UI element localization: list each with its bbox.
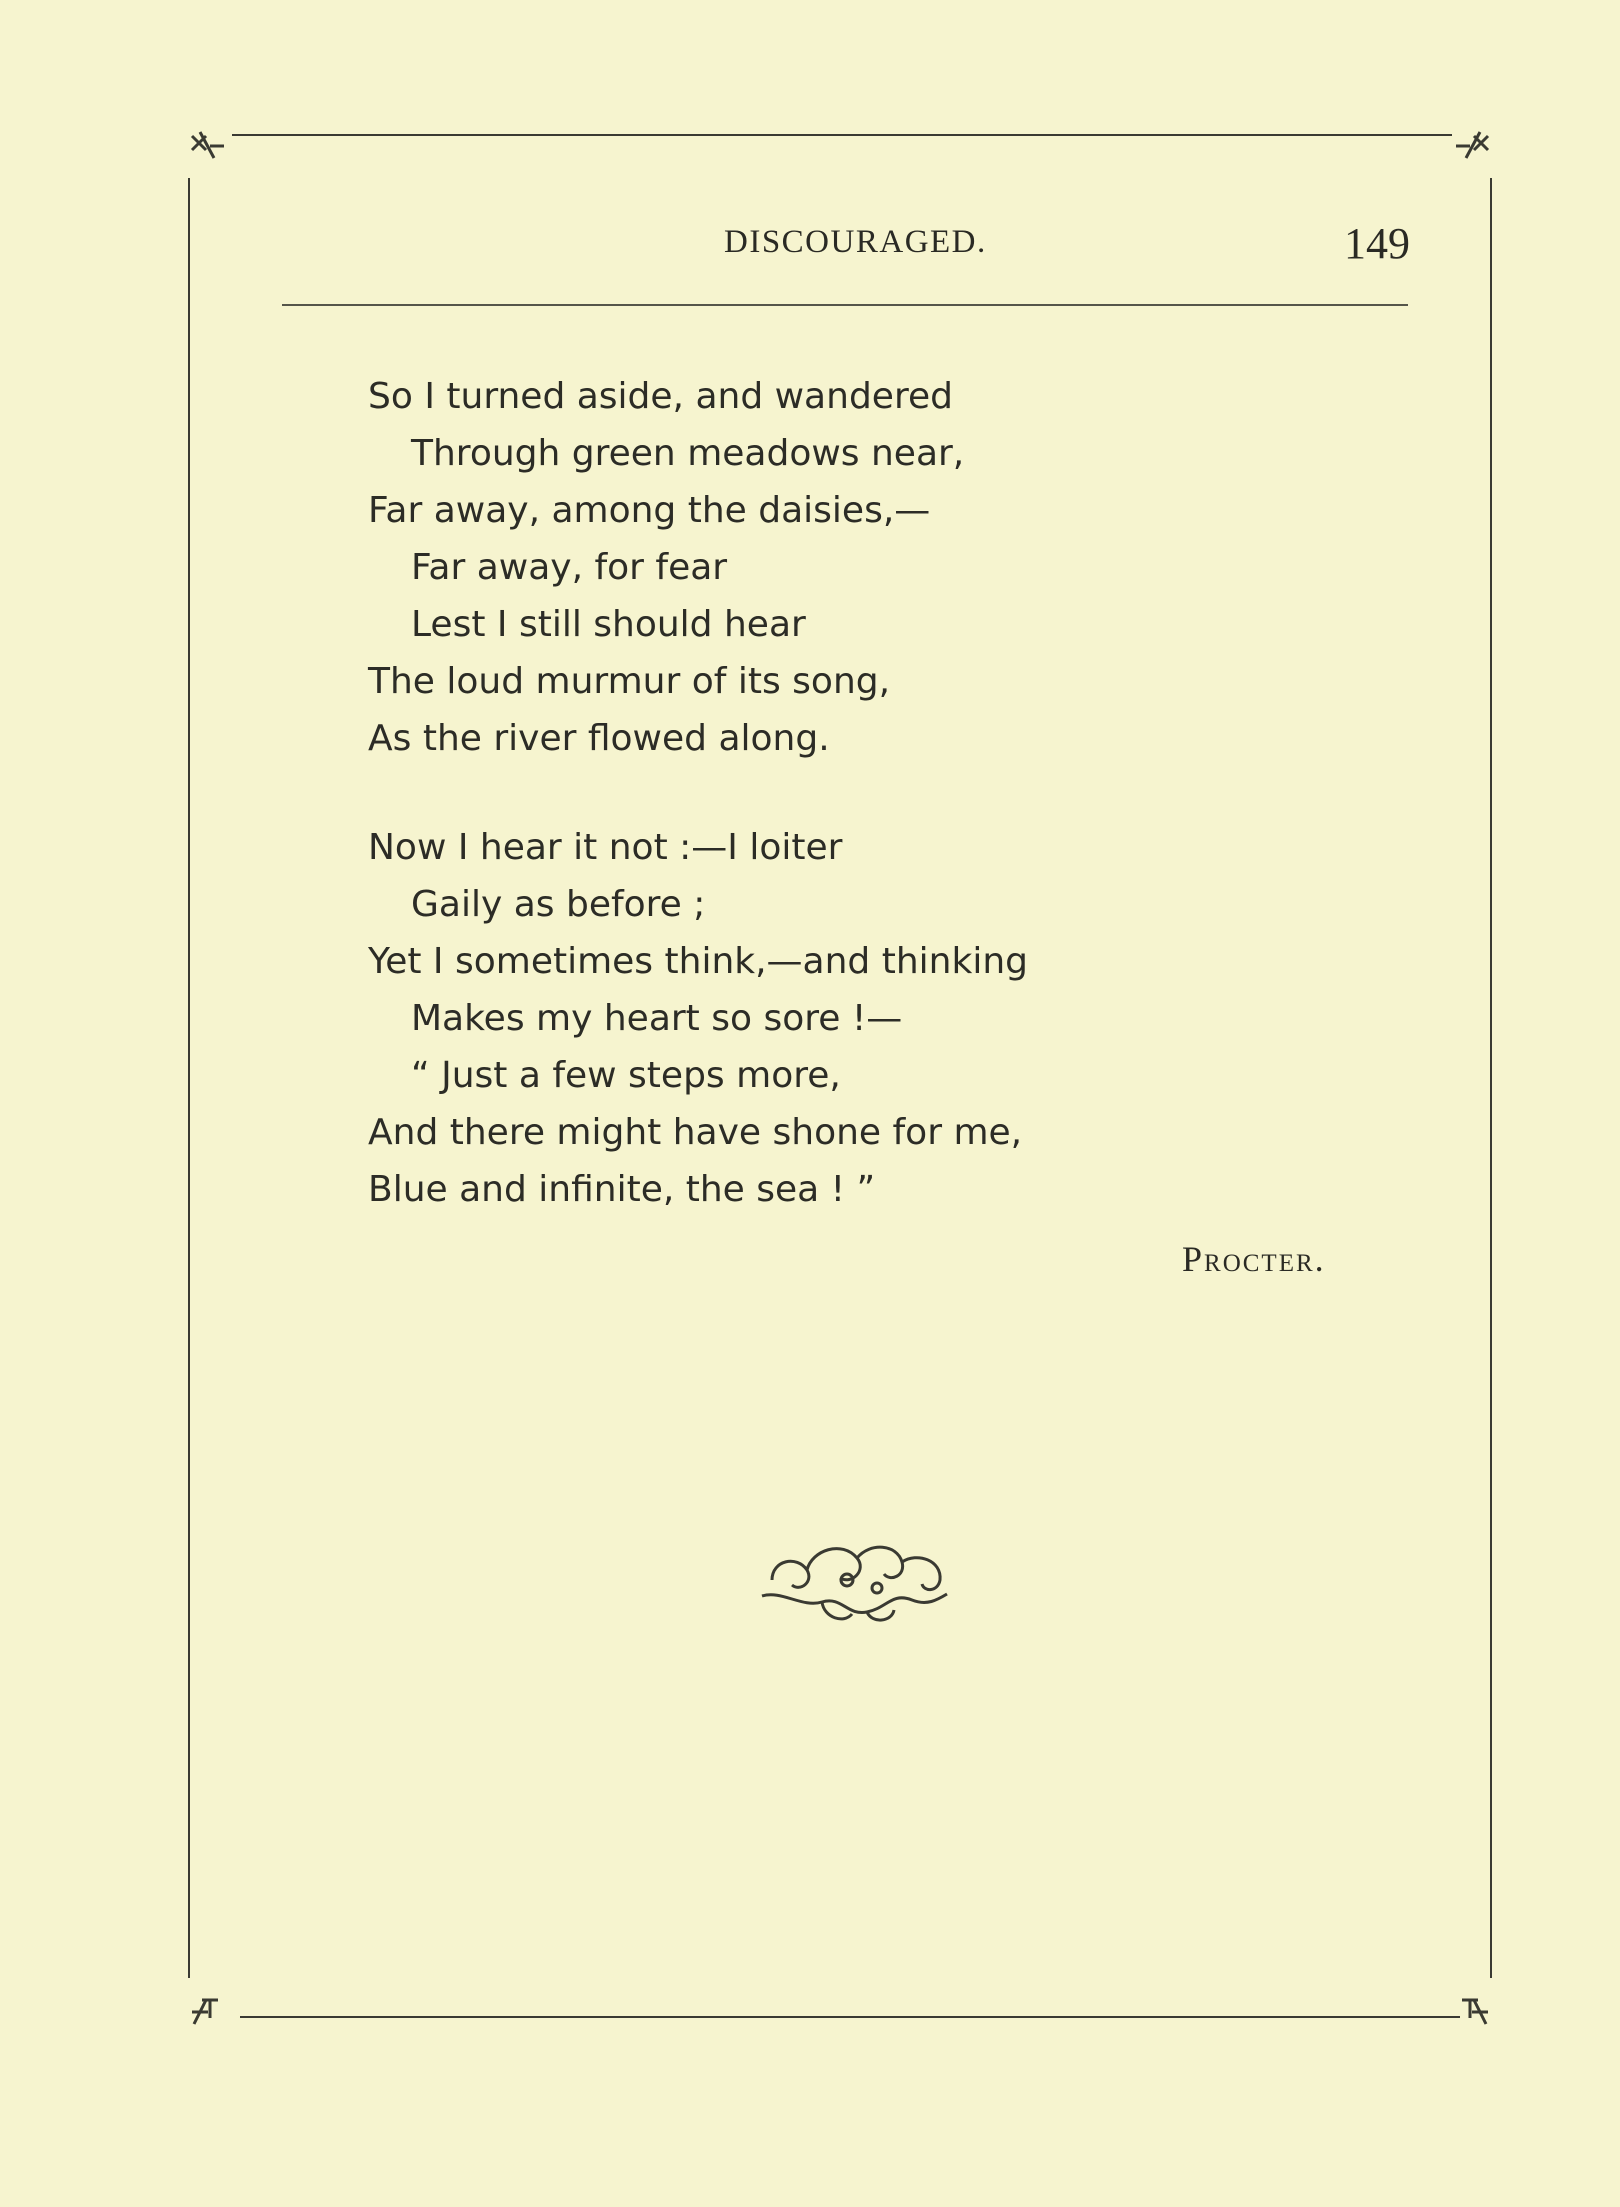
corner-ornament-top-left-icon (188, 128, 228, 164)
frame-right-rule (1490, 178, 1492, 1978)
poem-line: Gaily as before ; (411, 884, 706, 925)
corner-ornament-bottom-right-icon (1452, 1992, 1492, 2028)
author-attribution: Procter. (1182, 1239, 1326, 1279)
page-number: 149 (1344, 219, 1410, 268)
poem-line: As the river flowed along. (368, 718, 830, 759)
poem-line: Makes my heart so sore !— (411, 998, 903, 1039)
running-title: DISCOURAGED. (724, 224, 987, 260)
poem-line: Through green meadows near, (411, 433, 965, 474)
corner-ornament-top-right-icon (1452, 128, 1492, 164)
floral-scroll-ornament-icon (752, 1530, 962, 1630)
frame-top-rule (232, 134, 1452, 136)
poem-line: Now I hear it not :—I loiter (368, 827, 843, 868)
poem-body (368, 368, 1418, 1270)
header-rule (282, 304, 1408, 306)
frame-bottom-rule (240, 2016, 1460, 2018)
poem-line: “ Just a few steps more, (411, 1055, 841, 1096)
stanza-1 (368, 368, 1418, 767)
poem-line: Far away, among the daisies,— (368, 490, 931, 531)
running-header (280, 218, 1410, 278)
poem-line: Lest I still should hear (411, 604, 806, 645)
frame-left-rule (188, 178, 190, 1978)
stanza-2 (368, 819, 1418, 1218)
poem-line: Far away, for fear (411, 547, 728, 588)
poem-line: So I turned aside, and wandered (368, 376, 953, 417)
poem-line: The loud murmur of its song, (368, 661, 891, 702)
poem-line: And there might have shone for me, (368, 1112, 1023, 1153)
poem-line: Blue and infinite, the sea ! ” (368, 1169, 876, 1210)
corner-ornament-bottom-left-icon (188, 1992, 228, 2028)
poem-line: Yet I sometimes think,—and thinking (368, 941, 1028, 982)
